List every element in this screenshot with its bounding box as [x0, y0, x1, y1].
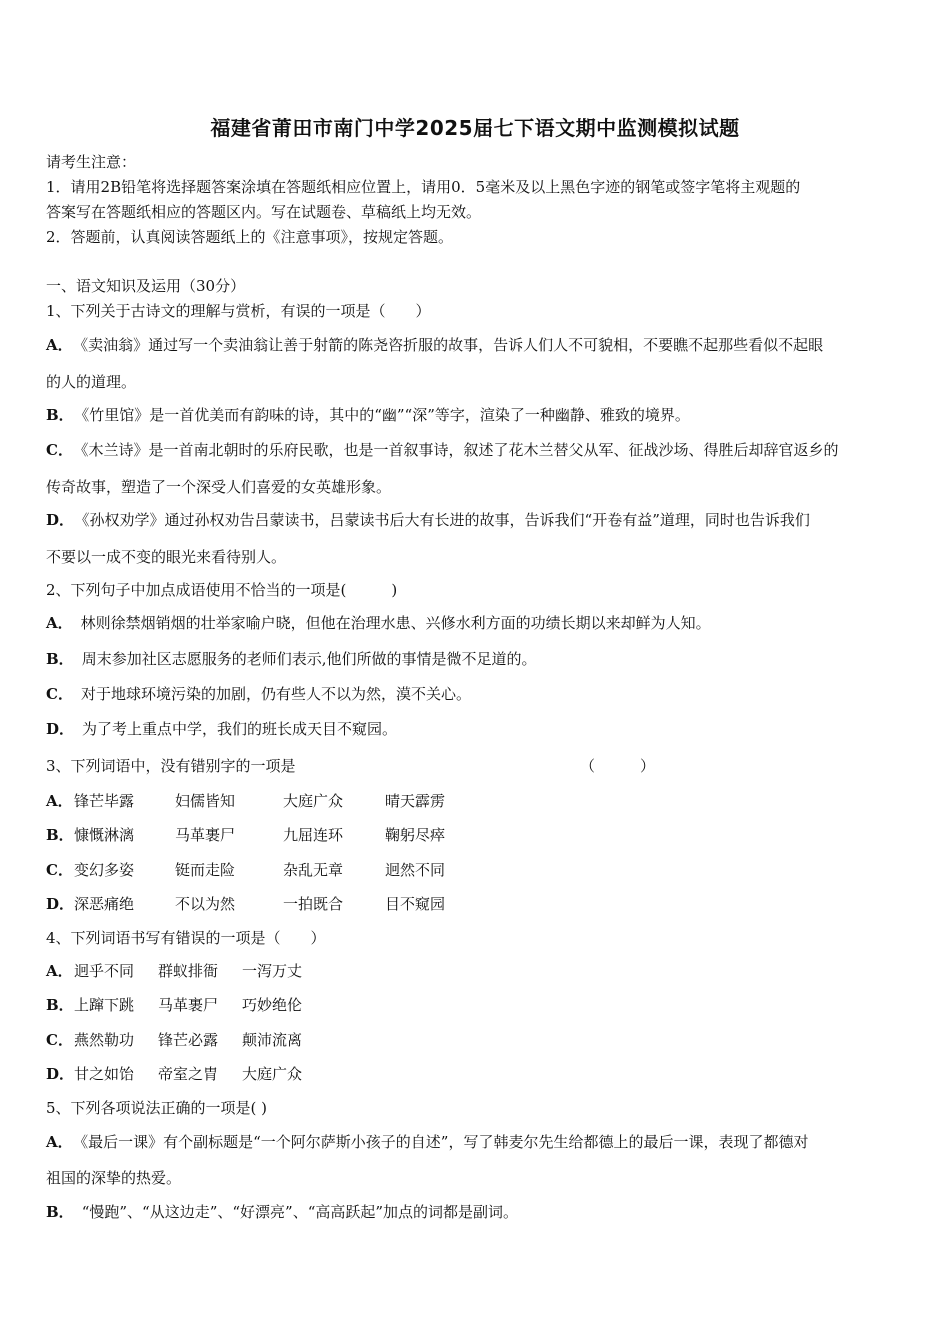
- word: 迥乎不同: [74, 962, 135, 980]
- option-label: D．: [46, 720, 75, 738]
- option-text: 《竹里馆》是一首优美而有韵味的诗，其中的“幽”“深”等字，渲染了一种幽静、雅致的境界。: [81, 406, 690, 424]
- word: 一拍既合: [283, 895, 344, 913]
- option-label: C．: [46, 861, 73, 879]
- option-label: A．: [46, 1133, 73, 1151]
- word: 九屈连环: [283, 826, 344, 844]
- option-text: 《最后一课》有个副标题是“一个阿尔萨斯小孩子的自述”，写了韩麦尔先生给都德上的最后一课，表现了都德对: [80, 1133, 809, 1151]
- q1-option-b: [46, 405, 690, 425]
- option-label: B．: [46, 406, 74, 424]
- q2-option-b: [46, 649, 536, 669]
- q2-option-c: [46, 684, 471, 704]
- word: 大庭广众: [242, 1065, 303, 1083]
- option-text: 为了考上重点中学，我们的班长成天目不窥园。: [82, 720, 398, 738]
- word: 变幻多姿: [74, 861, 135, 879]
- option-text: 对于地球环境污染的加剧，仍有些人不以为然，漠不关心。: [80, 685, 471, 703]
- q1-option-a: [46, 335, 823, 355]
- q2-option-d: [46, 719, 397, 739]
- option-label: A．: [46, 962, 73, 980]
- option-label: B．: [46, 650, 74, 668]
- q1-option-d: [46, 510, 810, 530]
- word: 目不窥园: [385, 895, 446, 913]
- option-label: C．: [46, 685, 73, 703]
- section-heading: 一、语文知识及运用（30分）: [46, 277, 246, 295]
- page-title: 福建省莆田市南门中学2025届七下语文期中监测模拟试题: [210, 116, 740, 140]
- word: 大庭广众: [283, 792, 344, 810]
- word: 马革裹尸: [158, 996, 219, 1014]
- q5-option-a: [46, 1132, 808, 1152]
- word: 燕然勒功: [74, 1031, 135, 1049]
- word: 杂乱无章: [283, 861, 344, 879]
- option-label: D．: [46, 895, 75, 913]
- word: 深恶痛绝: [74, 895, 135, 913]
- word: 群蚁排衙: [158, 962, 219, 980]
- option-label: B．: [46, 1203, 74, 1221]
- question-4-stem: 4、下列词语书写有错误的一项是（ ）: [46, 929, 326, 947]
- q1-option-a-cont: 的人的道理。: [46, 373, 137, 391]
- option-label: B．: [46, 826, 74, 844]
- option-label: B．: [46, 996, 74, 1014]
- word: 妇儒皆知: [175, 792, 236, 810]
- word: 慷慨淋漓: [74, 826, 135, 844]
- q5-option-a-cont: 祖国的深挚的热爱。: [46, 1169, 182, 1187]
- option-label: A．: [46, 792, 73, 810]
- q5-option-b: [46, 1202, 518, 1222]
- word: 颠沛流离: [242, 1031, 303, 1049]
- notice-line-2: 2．答题前，认真阅读答题纸上的《注意事项》，按规定答题。: [46, 228, 454, 246]
- word: 不以为然: [175, 895, 236, 913]
- question-5-stem: 5、下列各项说法正确的一项是( ): [46, 1099, 268, 1117]
- q1-option-d-cont: 不要以一成不变的眼光来看待别人。: [46, 548, 287, 566]
- notice-line-1: 1．请用2B铅笔将选择题答案涂填在答题纸相应位置上，请用0．5毫米及以上黑色字迹的钢笔或签字笔将主观题的: [46, 178, 801, 196]
- word: 锋芒毕露: [74, 792, 135, 810]
- word: 上蹿下跳: [74, 996, 135, 1014]
- option-text: 《孙权劝学》通过孙权劝告吕蒙读书，吕蒙读书后大有长进的故事，告诉我们“开卷有益”道理，同时也告诉我们: [82, 511, 810, 529]
- question-2-stem: 2、下列句子中加点成语使用不恰当的一项是( ): [46, 581, 398, 599]
- q1-option-c: [46, 440, 838, 460]
- word: 一泻万丈: [242, 962, 303, 980]
- word: 巧妙绝伦: [242, 996, 303, 1014]
- option-text: 《卖油翁》通过写一个卖油翁让善于射箭的陈尧咨折服的故事，告诉人们人不可貌相，不要瞧不起那些看似不起眼: [80, 336, 824, 354]
- option-text: 林则徐禁烟销烟的壮举家喻户晓，但他在治理水患、兴修水利方面的功绩长期以来却鲜为人知。: [80, 614, 711, 632]
- option-text: 《木兰诗》是一首南北朝时的乐府民歌，也是一首叙事诗，叙述了花木兰替父从军、征战沙场、得胜后却辞官返乡的: [80, 441, 839, 459]
- option-text: “慢跑”、“从这边走”、“好漂亮”、“高高跃起”加点的词都是副词。: [81, 1203, 519, 1221]
- question-3-answer-paren: （ ）: [580, 757, 656, 775]
- word: 帝室之胄: [158, 1065, 219, 1083]
- question-1-stem: 1、下列关于古诗文的理解与赏析，有误的一项是（ ）: [46, 302, 431, 320]
- option-text: 周末参加社区志愿服务的老师们表示,他们所做的事情是微不足道的。: [81, 650, 537, 668]
- option-label: C．: [46, 1031, 73, 1049]
- option-label: A．: [46, 614, 73, 632]
- word: 鞠躬尽瘁: [385, 826, 446, 844]
- word: 马革裹尸: [175, 826, 236, 844]
- notice-line-1b: 答案写在答题纸相应的答题区内。写在试题卷、草稿纸上均无效。: [46, 203, 482, 221]
- option-label: D．: [46, 1065, 75, 1083]
- word: 甘之如饴: [74, 1065, 135, 1083]
- q1-option-c-cont: 传奇故事，塑造了一个深受人们喜爱的女英雄形象。: [46, 478, 392, 496]
- q2-option-a: [46, 613, 711, 633]
- word: 铤而走险: [175, 861, 236, 879]
- word: 锋芒必露: [158, 1031, 219, 1049]
- question-3-stem: 3、下列词语中，没有错别字的一项是: [46, 757, 296, 775]
- word: 晴天霹雳: [385, 792, 446, 810]
- word: 迥然不同: [385, 861, 446, 879]
- option-label: A．: [46, 336, 73, 354]
- option-label: C．: [46, 441, 73, 459]
- notice-heading: 请考生注意：: [46, 153, 137, 171]
- option-label: D．: [46, 511, 75, 529]
